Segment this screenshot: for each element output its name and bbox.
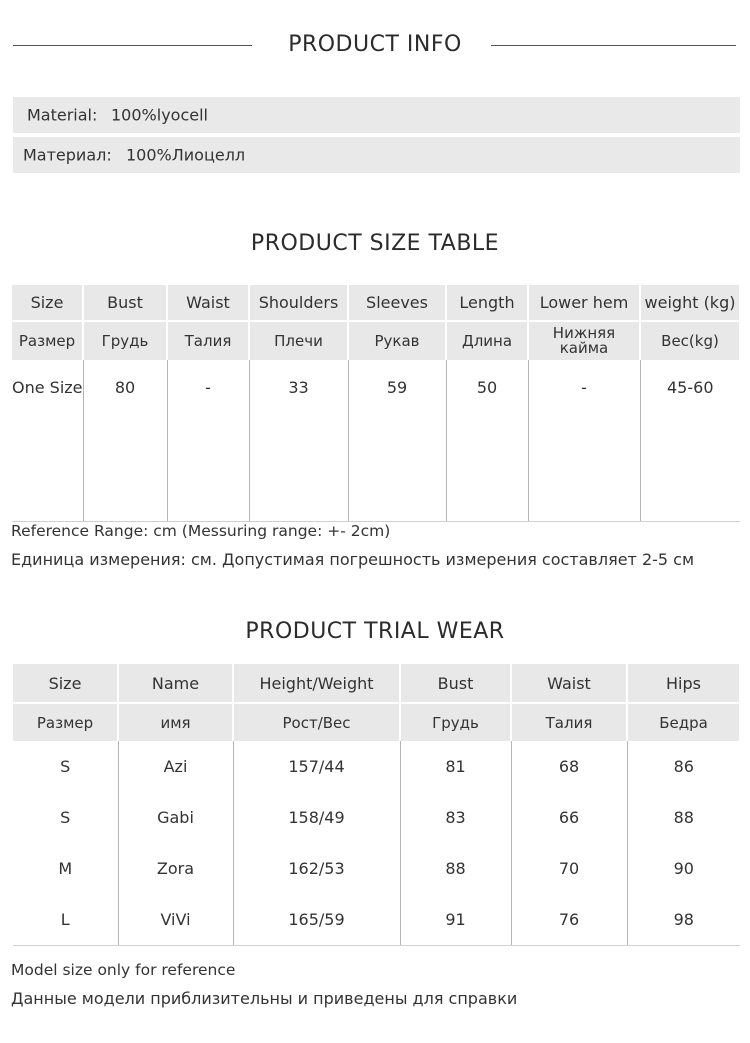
size-header-cell: Waist (167, 285, 249, 321)
trial-cell: 70 (511, 843, 627, 894)
material-en-label: Material: (27, 105, 98, 125)
material-ru-value: 100%Лиоцелл (126, 145, 246, 165)
trial-cell: 86 (673, 757, 694, 776)
trial-header-ru-cell: Размер (13, 703, 118, 741)
size-cell: 45-60 (640, 360, 740, 522)
size-header-ru-cell: Талия (167, 321, 249, 360)
trial-cell: 81 (400, 741, 511, 792)
trial-header-ru-cell: имя (118, 703, 233, 741)
trial-cell: 88 (673, 808, 694, 827)
trial-cell: ViVi (118, 894, 233, 946)
size-header-cell: Shoulders (249, 285, 348, 321)
size-cell: 50 (446, 360, 528, 522)
size-header-ru-cell: Плечи (249, 321, 348, 360)
material-ru-row (13, 137, 740, 173)
trial-cell: 162/53 (233, 843, 400, 894)
size-header-ru-cell: Вес(kg) (640, 321, 740, 360)
trial-header-cell: Name (118, 664, 233, 703)
trial-header-ru-cell: Рост/Вес (233, 703, 400, 741)
trial-cell: 165/59 (233, 894, 400, 946)
trial-table (13, 664, 741, 946)
trial-cell: 158/49 (233, 792, 400, 843)
trial-cell: 91 (400, 894, 511, 946)
trial-cell: 88 (400, 843, 511, 894)
material-ru-label: Материал: (23, 145, 112, 165)
size-header-cell: Bust (83, 285, 167, 321)
trial-header-ru-cell: Талия (511, 703, 627, 741)
trial-header-cell: Waist (511, 664, 627, 703)
size-cell: 80 (83, 360, 167, 522)
trial-header-cell: Size (13, 664, 118, 703)
trial-header-cell: Bust (400, 664, 511, 703)
size-header-ru (12, 321, 740, 360)
size-header-en (12, 285, 740, 321)
size-header-cell: Size (12, 285, 83, 321)
material-en-row (13, 97, 740, 133)
trial-cell: 98 (627, 894, 740, 946)
trial-cell: S (13, 741, 118, 792)
trial-note-ru: Данные модели приблизительны и приведены для справки (11, 989, 518, 1008)
size-table-title: PRODUCT SIZE TABLE (250, 231, 500, 256)
trial-cell: M (13, 843, 118, 894)
size-cell: One Size (12, 360, 83, 522)
trial-cell: 76 (511, 894, 627, 946)
size-cell: 33 (249, 360, 348, 522)
size-header-cell: Lower hem (528, 285, 640, 321)
trial-cell: 90 (673, 859, 694, 878)
trial-cell: Zora (118, 843, 233, 894)
table-row (13, 741, 740, 792)
trial-header-cell: Height/Weight (233, 664, 400, 703)
size-header-ru-cell: Нижняя кайма (528, 321, 640, 360)
trial-cell: Gabi (118, 792, 233, 843)
size-table (12, 285, 741, 522)
trial-header-ru (13, 703, 740, 741)
size-note-en: Reference Range: cm (Messuring range: +- 2cm) (11, 522, 391, 540)
trial-note-en: Model size only for reference (11, 961, 236, 979)
trial-header-cell: Hips (627, 664, 740, 703)
size-note-ru: Единица измерения: см. Допустимая погрешность измерения составляет 2-5 см (11, 550, 695, 569)
table-row (13, 894, 740, 946)
size-cell: - (167, 360, 249, 522)
trial-cell: 68 (511, 741, 627, 792)
material-en-value: 100%lyocell (111, 105, 208, 125)
size-header-cell: Length (446, 285, 528, 321)
divider-right (491, 45, 736, 46)
size-header-ru-cell: Рукав (348, 321, 446, 360)
size-header-ru-cell: Длина (446, 321, 528, 360)
size-header-cell: weight (kg) (640, 285, 740, 321)
trial-header-ru-cell: Грудь (400, 703, 511, 741)
size-data-row (12, 360, 740, 522)
trial-cell: Azi (118, 741, 233, 792)
size-cell: - (528, 360, 640, 522)
size-cell: 59 (348, 360, 446, 522)
size-header-cell: Sleeves (348, 285, 446, 321)
trial-header-ru-cell: Бедра (627, 703, 740, 741)
trial-header-en (13, 664, 740, 703)
table-row (13, 792, 740, 843)
size-header-ru-cell: Грудь (83, 321, 167, 360)
trial-cell: 157/44 (233, 741, 400, 792)
trial-cell: L (13, 894, 118, 946)
product-info-title: PRODUCT INFO (288, 32, 462, 57)
trial-cell: 83 (400, 792, 511, 843)
trial-cell: S (13, 792, 118, 843)
trial-wear-title: PRODUCT TRIAL WEAR (245, 619, 505, 644)
table-row (13, 843, 740, 894)
size-header-ru-cell: Размер (12, 321, 83, 360)
trial-cell: 66 (511, 792, 627, 843)
